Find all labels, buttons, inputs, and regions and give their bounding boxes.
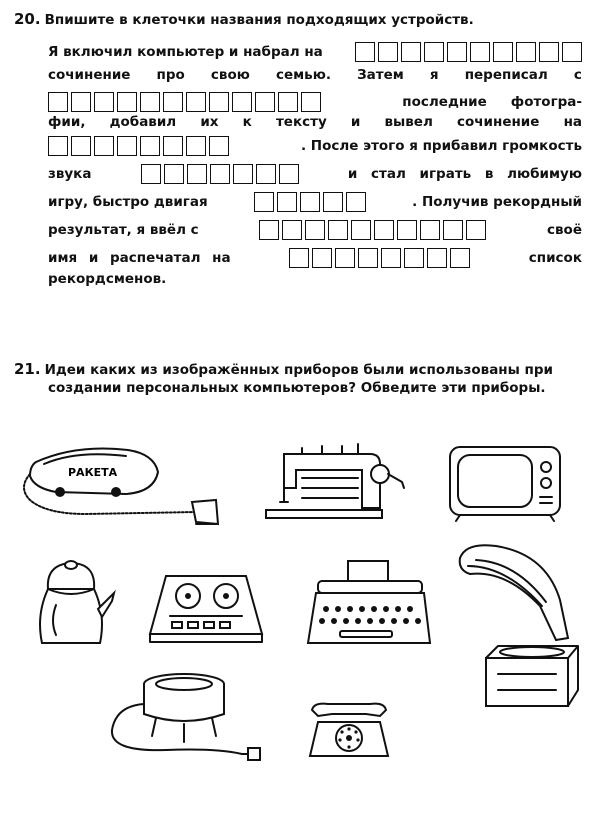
- answer-cell[interactable]: [163, 136, 183, 156]
- text-fragment: свою: [210, 67, 250, 83]
- answer-cell[interactable]: [164, 164, 184, 184]
- task-21-heading-line-2: [48, 379, 546, 397]
- answer-cell[interactable]: [48, 92, 68, 112]
- answer-cell[interactable]: [232, 92, 252, 112]
- answer-cell[interactable]: [493, 42, 513, 62]
- answer-cell[interactable]: [562, 42, 582, 62]
- text-line-8: [48, 218, 582, 242]
- text-fragment: игру, быстро двигая: [48, 194, 208, 210]
- text-fragment: про: [156, 67, 185, 83]
- answer-cell[interactable]: [323, 192, 343, 212]
- answer-cell[interactable]: [256, 164, 276, 184]
- text-fragment: Я включил компьютер и набрал на: [48, 44, 323, 60]
- electric-stove-icon[interactable]: [106, 670, 266, 770]
- answer-boxes-mouse[interactable]: [254, 192, 366, 212]
- answer-cell[interactable]: [355, 42, 375, 62]
- answer-cell[interactable]: [470, 42, 490, 62]
- answer-cell[interactable]: [516, 42, 536, 62]
- telephone-icon[interactable]: [304, 700, 394, 760]
- answer-cell[interactable]: [312, 248, 332, 268]
- answer-cell[interactable]: [186, 136, 206, 156]
- vacuum-cleaner-icon[interactable]: [16, 440, 221, 535]
- answer-cell[interactable]: [404, 248, 424, 268]
- text-fragment: их: [200, 114, 219, 130]
- text-fragment: . Получив рекордный: [412, 194, 582, 210]
- answer-boxes-speakers[interactable]: [141, 164, 299, 184]
- task-21-number: 21.: [14, 360, 41, 378]
- text-fragment: фии,: [48, 114, 86, 130]
- text-line-2: [48, 63, 582, 87]
- text-fragment: семью.: [275, 67, 331, 83]
- answer-cell[interactable]: [346, 192, 366, 212]
- text-line-10: [48, 267, 582, 291]
- task-20-heading: [14, 10, 474, 29]
- text-fragment: результат, я ввёл с: [48, 222, 199, 238]
- answer-cell[interactable]: [466, 220, 486, 240]
- kettle-icon[interactable]: [26, 555, 116, 655]
- answer-cell[interactable]: [300, 192, 320, 212]
- gramophone-icon[interactable]: [456, 540, 581, 715]
- answer-cell[interactable]: [289, 248, 309, 268]
- text-line-4: [48, 110, 582, 134]
- text-fragment: вывел: [384, 114, 433, 130]
- text-fragment: и: [350, 114, 361, 130]
- answer-cell[interactable]: [305, 220, 325, 240]
- answer-cell[interactable]: [277, 192, 297, 212]
- text-line-6: [48, 162, 582, 186]
- text-line-7: [48, 190, 582, 214]
- answer-cell[interactable]: [186, 92, 206, 112]
- answer-cell[interactable]: [210, 164, 230, 184]
- answer-cell[interactable]: [259, 220, 279, 240]
- text-fragment: фотогра-: [510, 94, 582, 110]
- answer-cell[interactable]: [358, 248, 378, 268]
- text-fragment: переписал: [464, 67, 548, 83]
- answer-cell[interactable]: [401, 42, 421, 62]
- answer-boxes-monitor[interactable]: [48, 136, 229, 156]
- text-fragment: своё: [547, 222, 582, 238]
- task-20-number: 20.: [14, 10, 41, 28]
- text-fragment: список: [528, 250, 582, 266]
- text-fragment: . После этого я прибавил громкость: [300, 138, 582, 154]
- answer-cell[interactable]: [443, 220, 463, 240]
- answer-cell[interactable]: [301, 92, 321, 112]
- task-21-title-line-2: создании персональных компьютеров? Обведите эти приборы.: [48, 380, 546, 396]
- answer-cell[interactable]: [282, 220, 302, 240]
- text-fragment: рекордсменов.: [48, 271, 167, 287]
- television-icon[interactable]: [446, 443, 566, 523]
- answer-cell[interactable]: [424, 42, 444, 62]
- text-line-1: [48, 40, 582, 64]
- answer-cell[interactable]: [378, 42, 398, 62]
- answer-cell[interactable]: [447, 42, 467, 62]
- text-fragment: с: [573, 67, 582, 83]
- text-fragment: сочинение: [48, 67, 131, 83]
- text-fragment: Затем: [357, 67, 404, 83]
- typewriter-icon[interactable]: [302, 557, 432, 657]
- answer-boxes-printer[interactable]: [289, 248, 470, 268]
- answer-cell[interactable]: [328, 220, 348, 240]
- text-fragment: тексту: [275, 114, 327, 130]
- answer-cell[interactable]: [420, 220, 440, 240]
- answer-cell[interactable]: [233, 164, 253, 184]
- answer-cell[interactable]: [381, 248, 401, 268]
- answer-cell[interactable]: [397, 220, 417, 240]
- answer-cell[interactable]: [255, 92, 275, 112]
- answer-cell[interactable]: [140, 92, 160, 112]
- answer-cell[interactable]: [351, 220, 371, 240]
- answer-cell[interactable]: [427, 248, 447, 268]
- text-line-5: [48, 134, 582, 158]
- answer-boxes-keyboard-2[interactable]: [259, 220, 486, 240]
- text-fragment: я: [429, 67, 439, 83]
- answer-cell[interactable]: [140, 136, 160, 156]
- answer-cell[interactable]: [450, 248, 470, 268]
- answer-cell[interactable]: [71, 136, 91, 156]
- task-21-title-line-1: Идеи каких из изображённых приборов были использованы при: [44, 362, 553, 378]
- answer-boxes-keyboard[interactable]: [355, 42, 582, 62]
- text-fragment: сочинение: [456, 114, 540, 130]
- tape-recorder-icon[interactable]: [146, 570, 266, 650]
- text-fragment: и стал играть в любимую: [347, 166, 582, 182]
- answer-boxes-flash-drive[interactable]: [48, 92, 321, 112]
- vacuum-brand-label: РАКЕТА: [68, 466, 118, 479]
- answer-cell[interactable]: [539, 42, 559, 62]
- answer-cell[interactable]: [209, 92, 229, 112]
- answer-cell[interactable]: [94, 92, 114, 112]
- answer-cell[interactable]: [335, 248, 355, 268]
- answer-cell[interactable]: [141, 164, 161, 184]
- task-21-heading: [14, 360, 553, 379]
- answer-cell[interactable]: [374, 220, 394, 240]
- text-fragment: имя и распечатал на: [48, 250, 231, 266]
- text-fragment: к: [242, 114, 252, 130]
- task-20-title: Впишите в клеточки названия подходящих устройств.: [44, 12, 474, 28]
- answer-cell[interactable]: [48, 136, 68, 156]
- answer-cell[interactable]: [278, 92, 298, 112]
- answer-cell[interactable]: [117, 92, 137, 112]
- text-fragment: добавил: [109, 114, 177, 130]
- answer-cell[interactable]: [71, 92, 91, 112]
- text-fragment: на: [563, 114, 582, 130]
- answer-cell[interactable]: [254, 192, 274, 212]
- text-fragment: последние: [402, 94, 487, 110]
- answer-cell[interactable]: [187, 164, 207, 184]
- answer-cell[interactable]: [209, 136, 229, 156]
- text-fragment: звука: [48, 166, 92, 182]
- answer-cell[interactable]: [117, 136, 137, 156]
- sewing-machine-icon[interactable]: [262, 438, 412, 523]
- answer-cell[interactable]: [279, 164, 299, 184]
- answer-cell[interactable]: [163, 92, 183, 112]
- answer-cell[interactable]: [94, 136, 114, 156]
